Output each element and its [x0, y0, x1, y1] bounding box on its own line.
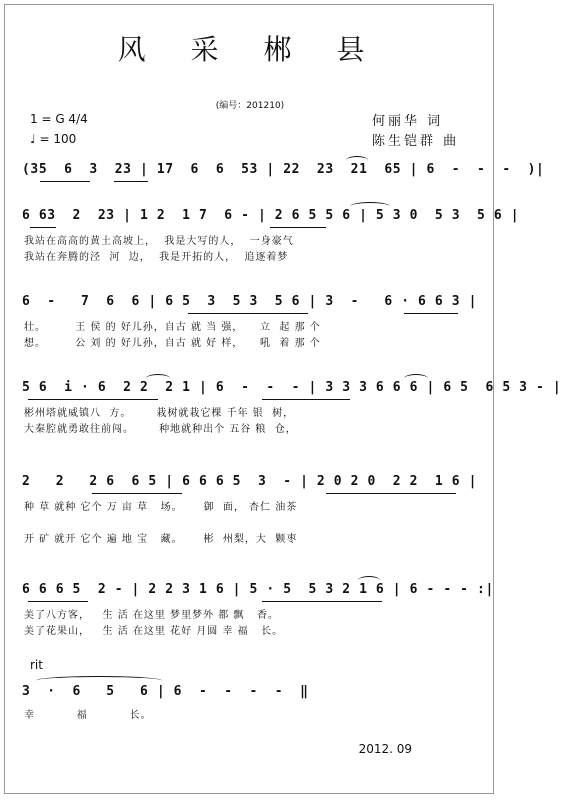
- key-signature: 1 = G 4/4: [30, 112, 88, 126]
- beam: [114, 181, 148, 182]
- notation-line-3: 6 - 7 6 6 | 6 5 3 5 3 5 6 | 3 - 6 · 6 6 3 |: [22, 294, 478, 309]
- lyric-line-4-verse-1: 彬州塔就威镇八 方。 栽树就栽它棵 千年 银 树，: [24, 408, 295, 419]
- beam: [262, 399, 350, 400]
- slur: [146, 374, 170, 383]
- beam: [40, 181, 90, 182]
- beam: [270, 227, 326, 228]
- composer-credit: 陈生铠群 曲: [372, 134, 460, 149]
- beam: [188, 313, 308, 314]
- notation-line-7: 3 · 6 5 6 | 6 - - - - ‖: [22, 684, 309, 699]
- beam: [28, 601, 88, 602]
- beam: [326, 493, 456, 494]
- lyric-line-7: 幸 福 长。: [24, 710, 152, 721]
- beam: [30, 227, 56, 228]
- serial-number: (编号：201210): [215, 101, 285, 111]
- lyric-line-3-verse-2: 想。 公 刘 的 好儿孙，自古 就 好 样， 吼 着 那 个: [24, 338, 321, 349]
- notation-line-4: 5 6 i · 6 2 2 2 1 | 6 - - - | 3 3 3 6 6 6 | 6 5 6 5 3 - |: [22, 380, 561, 395]
- lyric-line-5-verse-1: 种 草 就种 它个 万 亩 草 场。 御 面， 杏仁 油茶: [24, 502, 298, 513]
- beam: [28, 399, 158, 400]
- tempo-marking: ♩ = 100: [30, 132, 77, 146]
- lyric-line-5-verse-2: 开 矿 就开 它个 遍 地 宝 藏。 彬 州梨，大 颗枣: [24, 534, 298, 545]
- song-title: 风 采 郴 县: [117, 33, 383, 66]
- lyric-line-6-verse-1: 美了八方客， 生 活 在这里 梦里梦外 都 飘 香。: [24, 610, 279, 621]
- slur: [350, 202, 390, 211]
- notation-line-2: 6 63 2 23 | 1 2 1 7 6 - | 2 6 5 5 6 | 5 3 0 5 3 5 6 |: [22, 208, 520, 223]
- lyric-line-2-verse-1: 我站在高高的黄土高坡上， 我是大写的人， 一身豪气: [24, 236, 294, 247]
- composition-date: 2012. 09: [358, 742, 412, 756]
- beam: [404, 313, 458, 314]
- lyric-line-3-verse-1: 壮。 王 侯 的 好儿孙，自古 就 当 强， 立 起 那 个: [24, 322, 321, 333]
- lyric-line-2-verse-2: 我站在奔腾的泾 河 边， 我是开拓的人， 追逐着梦: [24, 252, 289, 263]
- lyric-line-4-verse-2: 大秦腔就勇敢往前闯。 种地就种出个 五谷 粮 仓，: [24, 424, 297, 435]
- lyricist-credit: 何丽华 词: [372, 114, 444, 129]
- notation-line-1: (35 6 3 23 | 17 6 6 53 | 22 23 21 65 | 6 - - - )|: [22, 162, 545, 177]
- slur: [346, 156, 368, 165]
- slur: [404, 374, 428, 383]
- ritardando-marking: rit: [30, 658, 43, 672]
- notation-line-6: 6 6 6 5 2 - | 2 2 3 1 6 | 5 · 5 5 3 2 1 6 | 6 - - - :|: [22, 582, 494, 597]
- lyric-line-6-verse-2: 美了花果山， 生 活 在这里 花好 月圆 幸 福 长。: [24, 626, 284, 637]
- slur: [358, 576, 380, 585]
- beam: [262, 601, 382, 602]
- beam: [92, 493, 182, 494]
- notation-line-5: 2 2 2 6 6 5 | 6 6 6 5 3 - | 2 0 2 0 2 2 1 6 |: [22, 474, 478, 489]
